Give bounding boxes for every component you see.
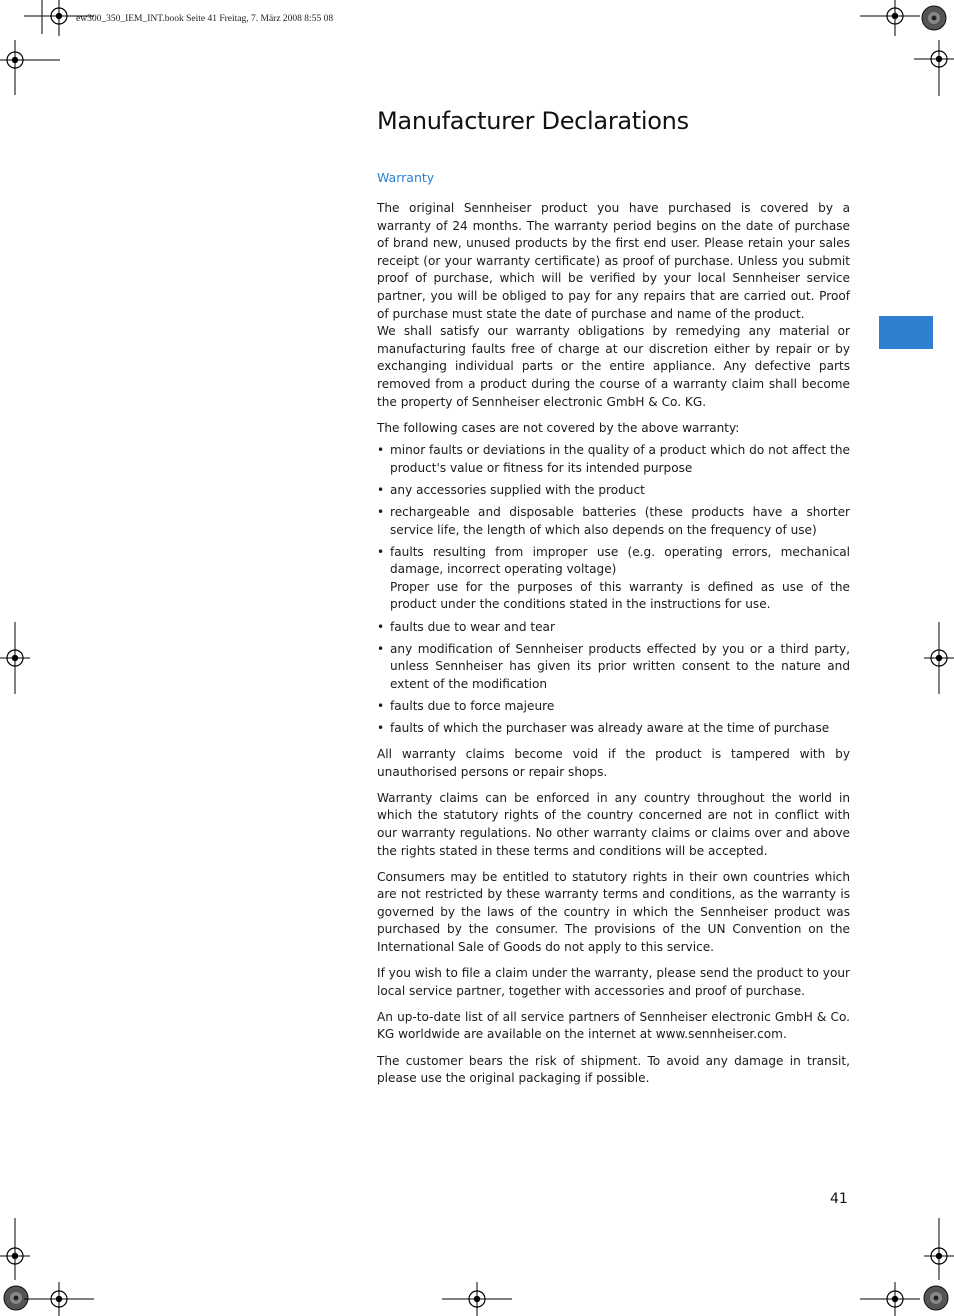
- registration-mark-icon: [860, 1282, 920, 1316]
- list-item-text: faults due to wear and tear: [390, 619, 555, 634]
- main-content: [377, 100, 850, 1088]
- list-item: [377, 641, 850, 694]
- list-item-text: minor faults or deviations in the quality of a product which do not affect the product's value or fitness for its intended purpose: [390, 443, 850, 475]
- bullet: •: [377, 443, 385, 458]
- paragraph: We shall satisfy our warranty obligations by remedying any material or manufacturing faults free of charge at our discretion either by repair or by exchanging individual parts or the entire appliance. Any defective parts removed from a product during the course of a warranty claim shall become the property of Sennheiser electronic GmbH & Co. KG.: [377, 324, 850, 409]
- registration-mark-icon: [442, 1282, 512, 1316]
- paragraph: All warranty claims become void if the product is tampered with by unauthorised persons or repair shops.: [377, 747, 850, 779]
- bullet: •: [377, 698, 385, 713]
- bullet: •: [377, 505, 385, 519]
- crop-mark-icon: [0, 0, 60, 95]
- crop-mark-icon: [900, 20, 954, 100]
- chapter-tab: [879, 316, 933, 349]
- printer-slug: ew300_350_IEM_INT.book Seite 41 Freitag, 7. März 2008 8:55 08: [76, 14, 334, 24]
- list-item: [377, 619, 850, 637]
- paragraph: Consumers may be entitled to statutory rights in their own countries which are not restricted by these warranty terms and conditions, as the warranty is governed by the laws of the country in which the Sennheiser product was purchased by the consumer. The provisions of the UN Convention on the International Sale of Goods do not apply to this service.: [377, 869, 850, 955]
- proper-use-note: Proper use for the purposes of this warranty is defined as use of the product under the conditions stated in the instructions for use.: [390, 579, 850, 612]
- list-item-text: faults due to force majeure: [390, 698, 555, 713]
- paragraph: The customer bears the risk of shipment. To avoid any damage in transit, please use the original packaging if possible.: [377, 1053, 850, 1086]
- registration-mark-icon: [24, 1282, 94, 1316]
- list-item: [377, 698, 850, 716]
- list-item-text: any accessories supplied with the product: [390, 482, 645, 497]
- list-item: [377, 720, 850, 738]
- page-title: Manufacturer Declarations: [377, 107, 689, 135]
- paragraph: If you wish to file a claim under the warranty, please send the product to your local service partner, together with accessories and proof of purchase.: [377, 966, 850, 998]
- bullet: •: [377, 544, 385, 559]
- list-item: [377, 544, 850, 614]
- list-item: [377, 504, 850, 539]
- paragraph: The original Sennheiser product you have purchased is covered by a warranty of 24 months. The warranty period begins on the date of purchase of brand new, unused products by the first end user. Please retain your sales receipt (or your warranty certificate) as proof of purchase. Unless you submit proof of purchase, which will be verified by your local Sennheiser service partner, you will be obliged to pay for any repairs that are carried out. Proof of purchase must state the date of purchase and name of the product.: [377, 201, 850, 321]
- bullet: •: [377, 641, 385, 656]
- list-item-text: rechargeable and disposable batteries (these products have a shorter service life, the length of which also depends on the frequency of use): [390, 505, 850, 537]
- list-item-text: any modification of Sennheiser products effected by you or a third party, unless Sennheiser has given its prior written consent to the nature and extent of the modification: [390, 641, 850, 691]
- bullet: •: [377, 482, 385, 497]
- list-item: [377, 482, 850, 500]
- crop-mark-icon: [924, 1218, 954, 1288]
- section-heading-warranty: Warranty: [377, 170, 435, 185]
- bullet: •: [377, 721, 385, 736]
- paragraph: An up-to-date list of all service partners of Sennheiser electronic GmbH & Co. KG worldwide are available on the internet at www.sennheiser.com.: [377, 1009, 850, 1042]
- list-item-text: faults of which the purchaser was already aware at the time of purchase: [390, 721, 830, 736]
- paragraph: Warranty claims can be enforced in any country throughout the world in which the statutory rights of the country concerned are not in conflict with our warranty regulations. No other warranty claims or claims over and above the rights stated in these terms and conditions will be accepted.: [377, 790, 850, 858]
- list-item: [377, 442, 850, 477]
- registration-mark-icon: [0, 622, 30, 694]
- color-wheel-icon: [922, 1284, 950, 1312]
- paragraph: The following cases are not covered by the above warranty:: [377, 420, 740, 435]
- exclusions-list: [377, 442, 850, 737]
- registration-mark-icon: [924, 622, 954, 694]
- bullet: •: [377, 619, 385, 634]
- list-item-text: faults resulting from improper use (e.g. operating errors, mechanical damage, incorrect operating voltage): [390, 544, 850, 577]
- crop-mark-icon: [0, 1218, 30, 1288]
- page-number: 41: [830, 1191, 848, 1207]
